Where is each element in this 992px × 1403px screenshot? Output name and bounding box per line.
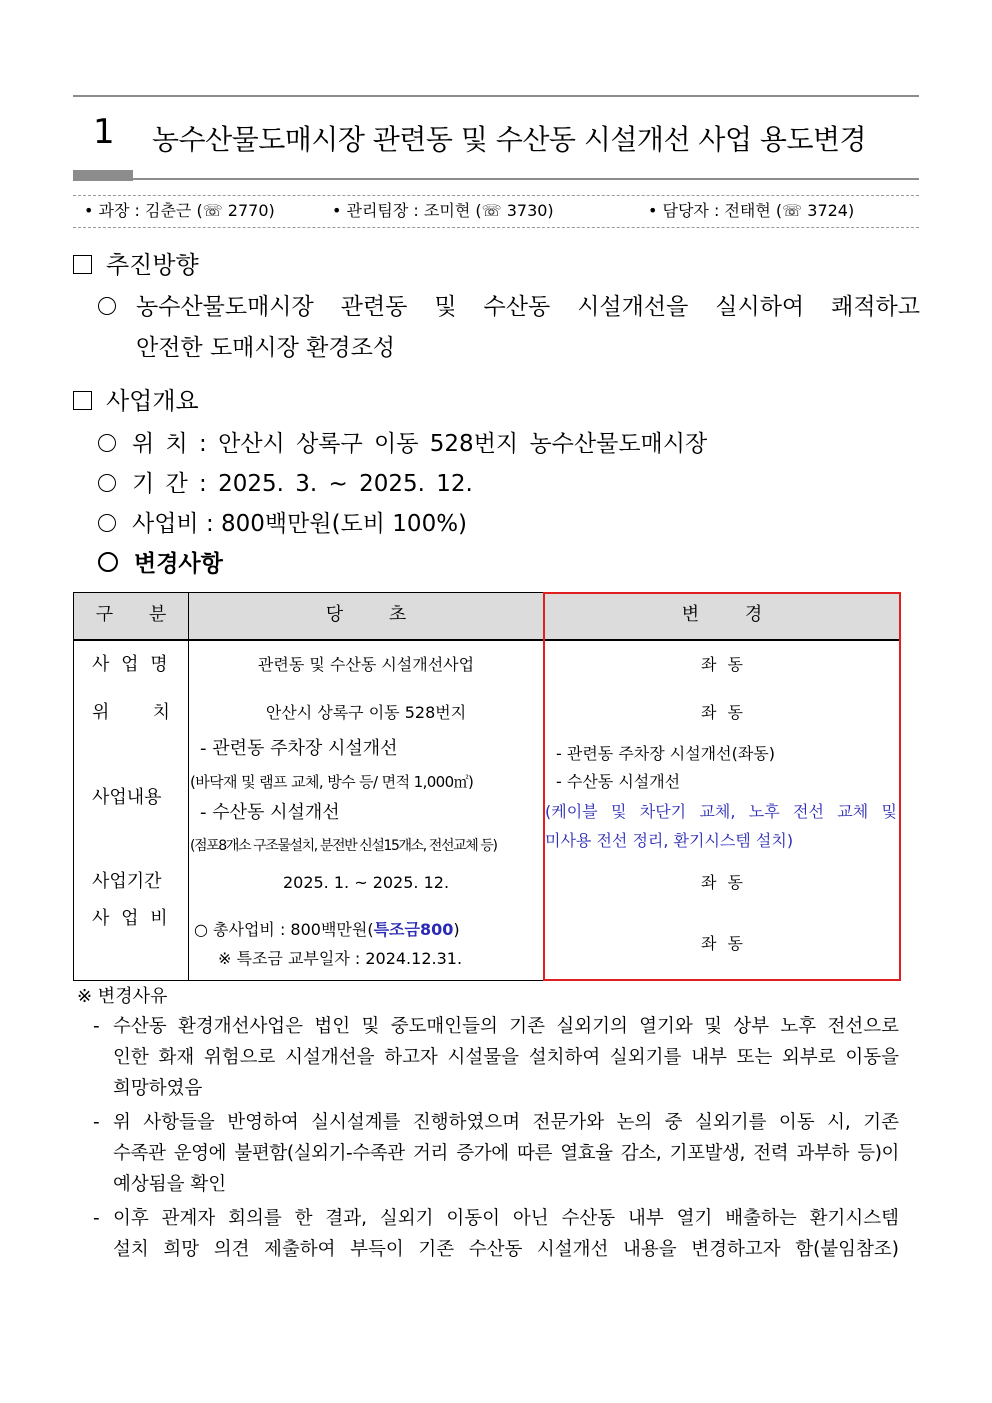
circle-bullet-icon: [98, 297, 116, 315]
reasons-heading: ※ 변경사유: [77, 986, 168, 1007]
row-changed-name: 좌 동: [701, 655, 743, 674]
circle-bullet-icon: [98, 514, 116, 532]
direction-heading: 추진방향: [73, 249, 199, 281]
row-original-name: 관련동 및 수산동 시설개선사업: [257, 655, 475, 674]
row-original-budget-2: ※ 특조금 교부일자 : 2024.12.31.: [218, 949, 463, 968]
circle-bullet-icon: [98, 474, 116, 492]
staff-bottom-divider: [73, 227, 919, 228]
title-underline: [133, 178, 919, 180]
direction-line-1: 농수산물도매시장 관련동 및 수산동 시설개선을 실시하여 쾌적하고: [136, 294, 920, 320]
overview-budget: 사업비 : 800백만원(도비 100%): [98, 508, 467, 540]
row-label-location: 위 치: [92, 702, 170, 723]
row-original-content-2-detail: (점포8개소 구조물설치, 분전반 신설15개소, 전선교체 등): [190, 838, 497, 854]
overview-heading: 사업개요: [73, 385, 199, 417]
row-label-content: 사업내용: [92, 787, 162, 808]
title-underline-block: [73, 170, 133, 181]
reason-item-2: - 위 사항들을 반영하여 실시설계를 진행하였으며 전문가와 논의 중 실외기를 이동 시, 기존 수족관 운영에 불편함(실외기-수족관 거리 증가에 따른 열효율 감소, 기포발생, 전력 과부하 등)이 예상됨을 확인: [93, 1112, 899, 1195]
row-label-period: 사업기간: [92, 871, 162, 892]
circle-bullet-icon: [98, 552, 118, 572]
section-number: 1: [93, 112, 115, 152]
reason-item-3: - 이후 관계자 회의를 한 결과, 실외기 이동이 아닌 수산동 내부 열기 배출하는 환기시스템 설치 희망 의견 제출하여 부득이 기존 수산동 시설개선 내용을 변경하고자 함(붙임참조): [93, 1208, 899, 1260]
direction-bullet: [98, 291, 132, 323]
subsidy-highlight: 특조금800: [373, 920, 454, 939]
page-title: 농수산물도매시장 관련동 및 수산동 시설개선 사업 용도변경: [152, 123, 867, 156]
row-original-content-2: - 수산동 시설개선: [200, 802, 340, 823]
table-col-divider: [188, 592, 189, 981]
staff-top-divider: [73, 195, 919, 196]
circle-bullet-icon: [98, 434, 116, 452]
row-label-name: 사 업 명: [92, 654, 171, 675]
row-changed-content-2: - 수산동 시설개선: [556, 772, 681, 791]
overview-period: 기 간 : 2025. 3. ~ 2025. 12.: [98, 468, 473, 500]
row-changed-period: 좌 동: [701, 873, 743, 892]
row-changed-content-2-detail-2: 미사용 전선 정리, 환기시스템 설치): [545, 831, 794, 850]
reason-item-1: - 수산동 환경개선사업은 법인 및 중도매인들의 기존 실외기의 열기와 및 상부 노후 전선으로 인한 화재 위험으로 시설개선을 하고자 시설물을 설치하여 실외기를 내부 또는 외부로 이동을 희망하였음: [93, 1016, 899, 1099]
row-changed-content-2-detail-1: (케이블 및 차단기 교체, 노후 전선 교체 및: [545, 802, 897, 821]
staff-officer: • 담당자 : 전태현 (☏ 3724): [648, 201, 855, 220]
top-rule: [73, 95, 919, 97]
table-header-changed: 변 경: [681, 604, 763, 625]
row-original-budget-1: ○ 총사업비 : 800백만원(특조금800): [194, 920, 460, 939]
row-original-content-1-detail: (바닥재 및 램프 교체, 방수 등/ 면적 1,000㎡): [190, 773, 474, 791]
row-changed-budget: 좌 동: [701, 934, 743, 953]
table-header-category: 구 분: [95, 604, 167, 625]
staff-team-leader: • 관리팀장 : 조미현 (☏ 3730): [332, 201, 554, 220]
direction-line-2: 안전한 도매시장 환경조성: [136, 335, 396, 361]
staff-manager: • 과장 : 김춘근 (☏ 2770): [84, 201, 275, 220]
overview-location: 위 치 : 안산시 상록구 이동 528번지 농수산물도매시장: [98, 428, 707, 460]
row-original-location: 안산시 상록구 이동 528번지: [265, 703, 467, 722]
row-original-content-1: - 관련동 주차장 시설개선: [200, 738, 398, 759]
row-changed-location: 좌 동: [701, 703, 743, 722]
changes-heading: 변경사항: [98, 548, 223, 580]
row-label-budget: 사 업 비: [92, 908, 171, 929]
row-changed-content-1: - 관련동 주차장 시설개선(좌동): [556, 744, 775, 763]
square-bullet-icon: [73, 391, 92, 410]
row-original-period: 2025. 1. ~ 2025. 12.: [282, 873, 450, 892]
table-header-original: 당 초: [325, 604, 407, 625]
square-bullet-icon: [73, 255, 92, 274]
